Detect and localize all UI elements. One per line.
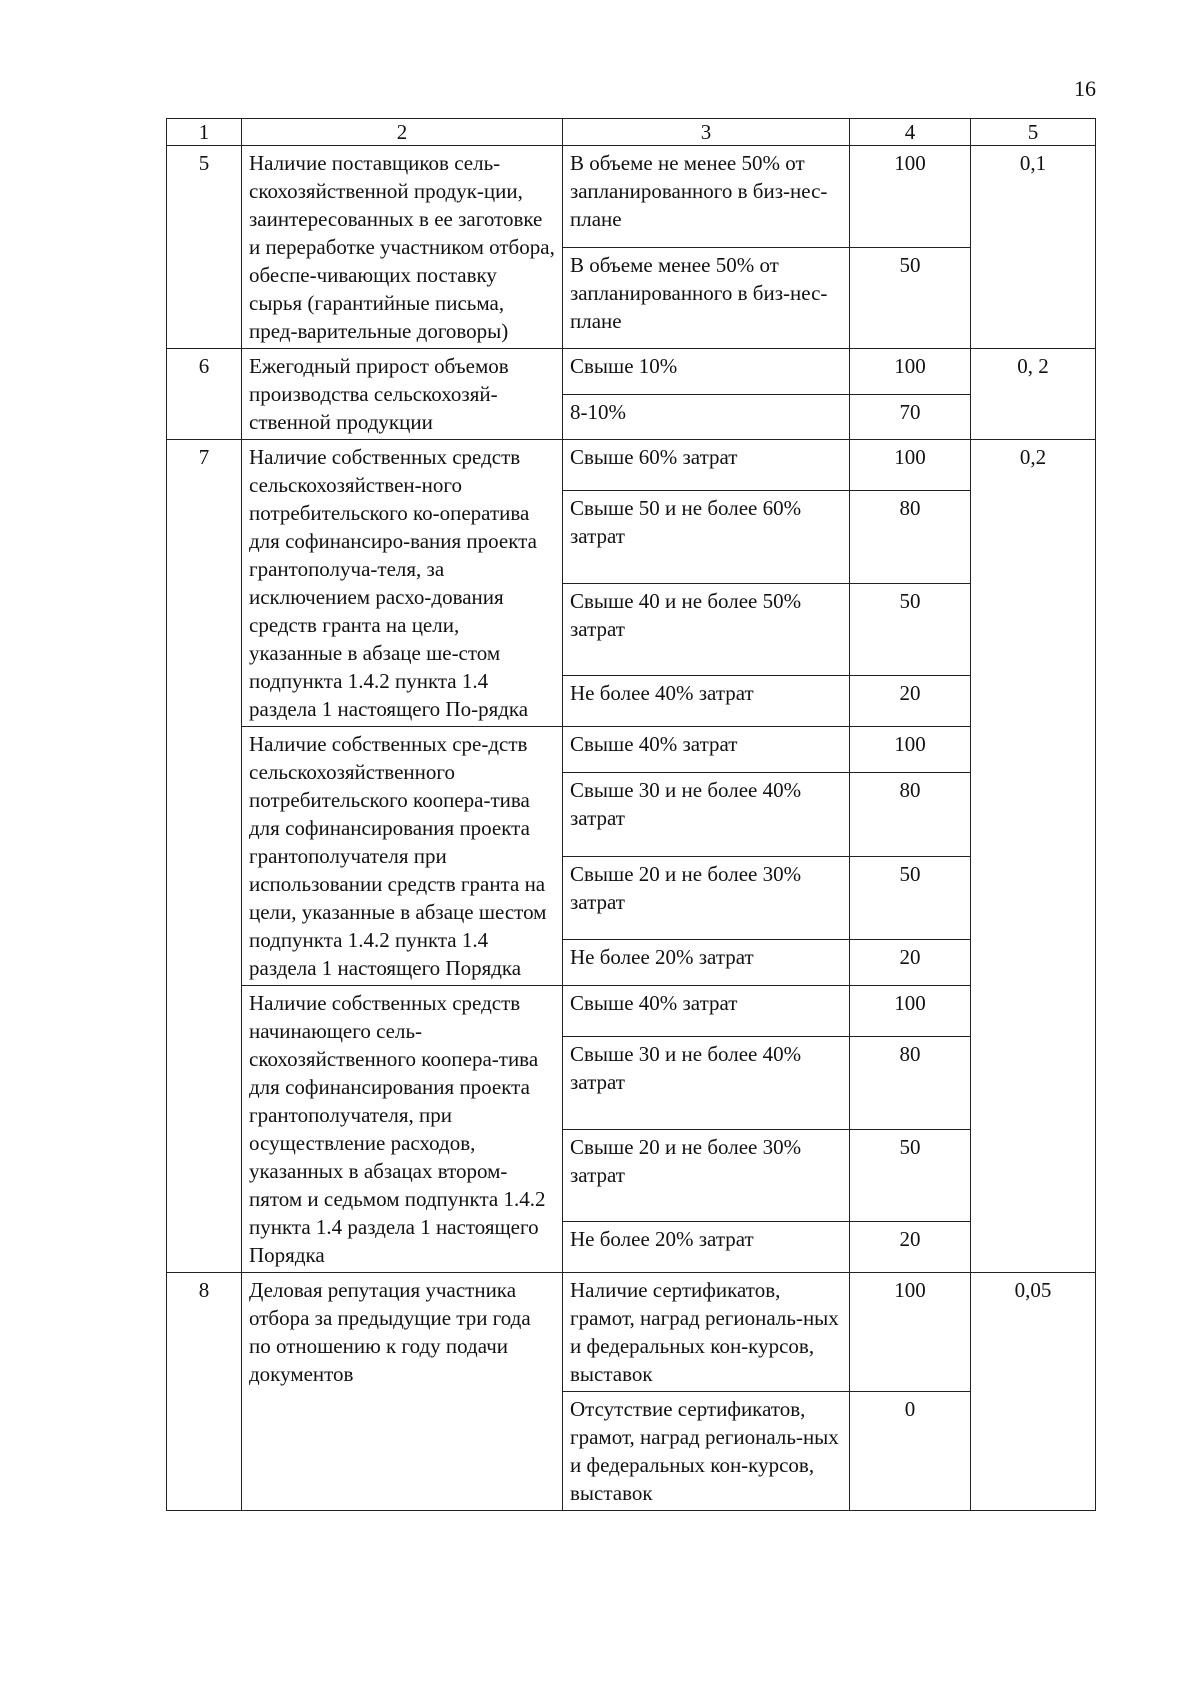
table-row [167, 727, 1096, 773]
row-number-cell: 6 [167, 349, 242, 440]
points-cell: 100 [850, 1273, 971, 1392]
table-row [167, 440, 1096, 491]
condition-cell: Наличие сертификатов, грамот, наград региональ-ных и федеральных кон-курсов, выставок [563, 1273, 850, 1392]
criterion-cell: Наличие поставщиков сель-скохозяйственной продук-ции, заинтересованных в ее заготовке и переработке участником отбора, обеспе-чивающих поставку сырья (гарантийные письма, пред-варительные договоры) [242, 146, 563, 349]
points-cell: 100 [850, 349, 971, 395]
header-cell-5: 5 [971, 119, 1096, 146]
condition-cell: Не более 20% затрат [563, 939, 850, 985]
points-cell: 20 [850, 675, 971, 726]
weight-cell: 0,1 [971, 146, 1096, 349]
condition-cell: Свыше 30 и не более 40% затрат [563, 1037, 850, 1129]
criterion-cell: Наличие собственных средств начинающего сель-скохозяйственного коопера-тива для софинансирования проекта грантополучателя, при осуществление расходов, указанных в абзацах втором-пятом и седьмом подпункта 1.4.2 пункта 1.4 раздела 1 настоящего Порядка [242, 986, 563, 1273]
condition-cell: Свыше 20 и не более 30% затрат [563, 1129, 850, 1221]
header-cell-4: 4 [850, 119, 971, 146]
points-cell: 100 [850, 440, 971, 491]
criterion-cell: Наличие собственных средств сельскохозяйствен-ного потребительского ко-оператива для софинансиро-вания проекта грантополуча-теля, за исключением расхо-дования средств гранта на цели, указанные в абзаце ше-стом подпункта 1.4.2 пункта 1.4 раздела 1 настоящего По-рядка [242, 440, 563, 727]
header-cell-3: 3 [563, 119, 850, 146]
points-cell: 20 [850, 939, 971, 985]
table-row [167, 146, 1096, 248]
points-cell: 100 [850, 727, 971, 773]
row-number-cell: 7 [167, 440, 242, 1273]
points-cell: 70 [850, 394, 971, 440]
points-cell: 0 [850, 1392, 971, 1511]
condition-cell: Свыше 40% затрат [563, 727, 850, 773]
points-cell: 50 [850, 856, 971, 939]
points-cell: 50 [850, 583, 971, 675]
points-cell: 20 [850, 1221, 971, 1272]
weight-cell: 0, 2 [971, 349, 1096, 440]
weight-cell: 0,05 [971, 1273, 1096, 1511]
condition-cell: Не более 40% затрат [563, 675, 850, 726]
points-cell: 100 [850, 146, 971, 248]
condition-cell: В объеме не менее 50% от запланированного в биз-нес-плане [563, 146, 850, 248]
header-cell-1: 1 [167, 119, 242, 146]
points-cell: 100 [850, 986, 971, 1037]
condition-cell: Свыше 10% [563, 349, 850, 395]
points-cell: 50 [850, 247, 971, 349]
weight-cell: 0,2 [971, 440, 1096, 1273]
condition-cell: 8-10% [563, 394, 850, 440]
condition-cell: Свыше 50 и не более 60% затрат [563, 491, 850, 583]
condition-cell: Не более 20% затрат [563, 1221, 850, 1272]
condition-cell: Свыше 30 и не более 40% затрат [563, 773, 850, 856]
table-row [167, 986, 1096, 1037]
criteria-table-body [167, 119, 1096, 1511]
row-number-cell: 8 [167, 1273, 242, 1511]
condition-cell: Свыше 60% затрат [563, 440, 850, 491]
criteria-table [166, 118, 1096, 1511]
header-cell-2: 2 [242, 119, 563, 146]
table-header-row [167, 119, 1096, 146]
criterion-cell: Ежегодный прирост объемов производства сельскохозяй-ственной продукции [242, 349, 563, 440]
condition-cell: Свыше 40 и не более 50% затрат [563, 583, 850, 675]
points-cell: 50 [850, 1129, 971, 1221]
points-cell: 80 [850, 491, 971, 583]
row-number-cell: 5 [167, 146, 242, 349]
condition-cell: Свыше 40% затрат [563, 986, 850, 1037]
table-row [167, 1273, 1096, 1392]
criterion-cell: Наличие собственных сре-дств сельскохозяйственного потребительского коопера-тива для софинансирования проекта грантополучателя при использовании средств гранта на цели, указанные в абзаце шестом подпункта 1.4.2 пункта 1.4 раздела 1 настоящего Порядка [242, 727, 563, 986]
condition-cell: Отсутствие сертификатов, грамот, наград региональ-ных и федеральных кон-курсов, выставок [563, 1392, 850, 1511]
points-cell: 80 [850, 1037, 971, 1129]
table-row [167, 349, 1096, 395]
page-number: 16 [1074, 76, 1096, 101]
condition-cell: В объеме менее 50% от запланированного в биз-нес-плане [563, 247, 850, 349]
points-cell: 80 [850, 773, 971, 856]
condition-cell: Свыше 20 и не более 30% затрат [563, 856, 850, 939]
criterion-cell: Деловая репутация участника отбора за предыдущие три года по отношению к году подачи документов [242, 1273, 563, 1511]
